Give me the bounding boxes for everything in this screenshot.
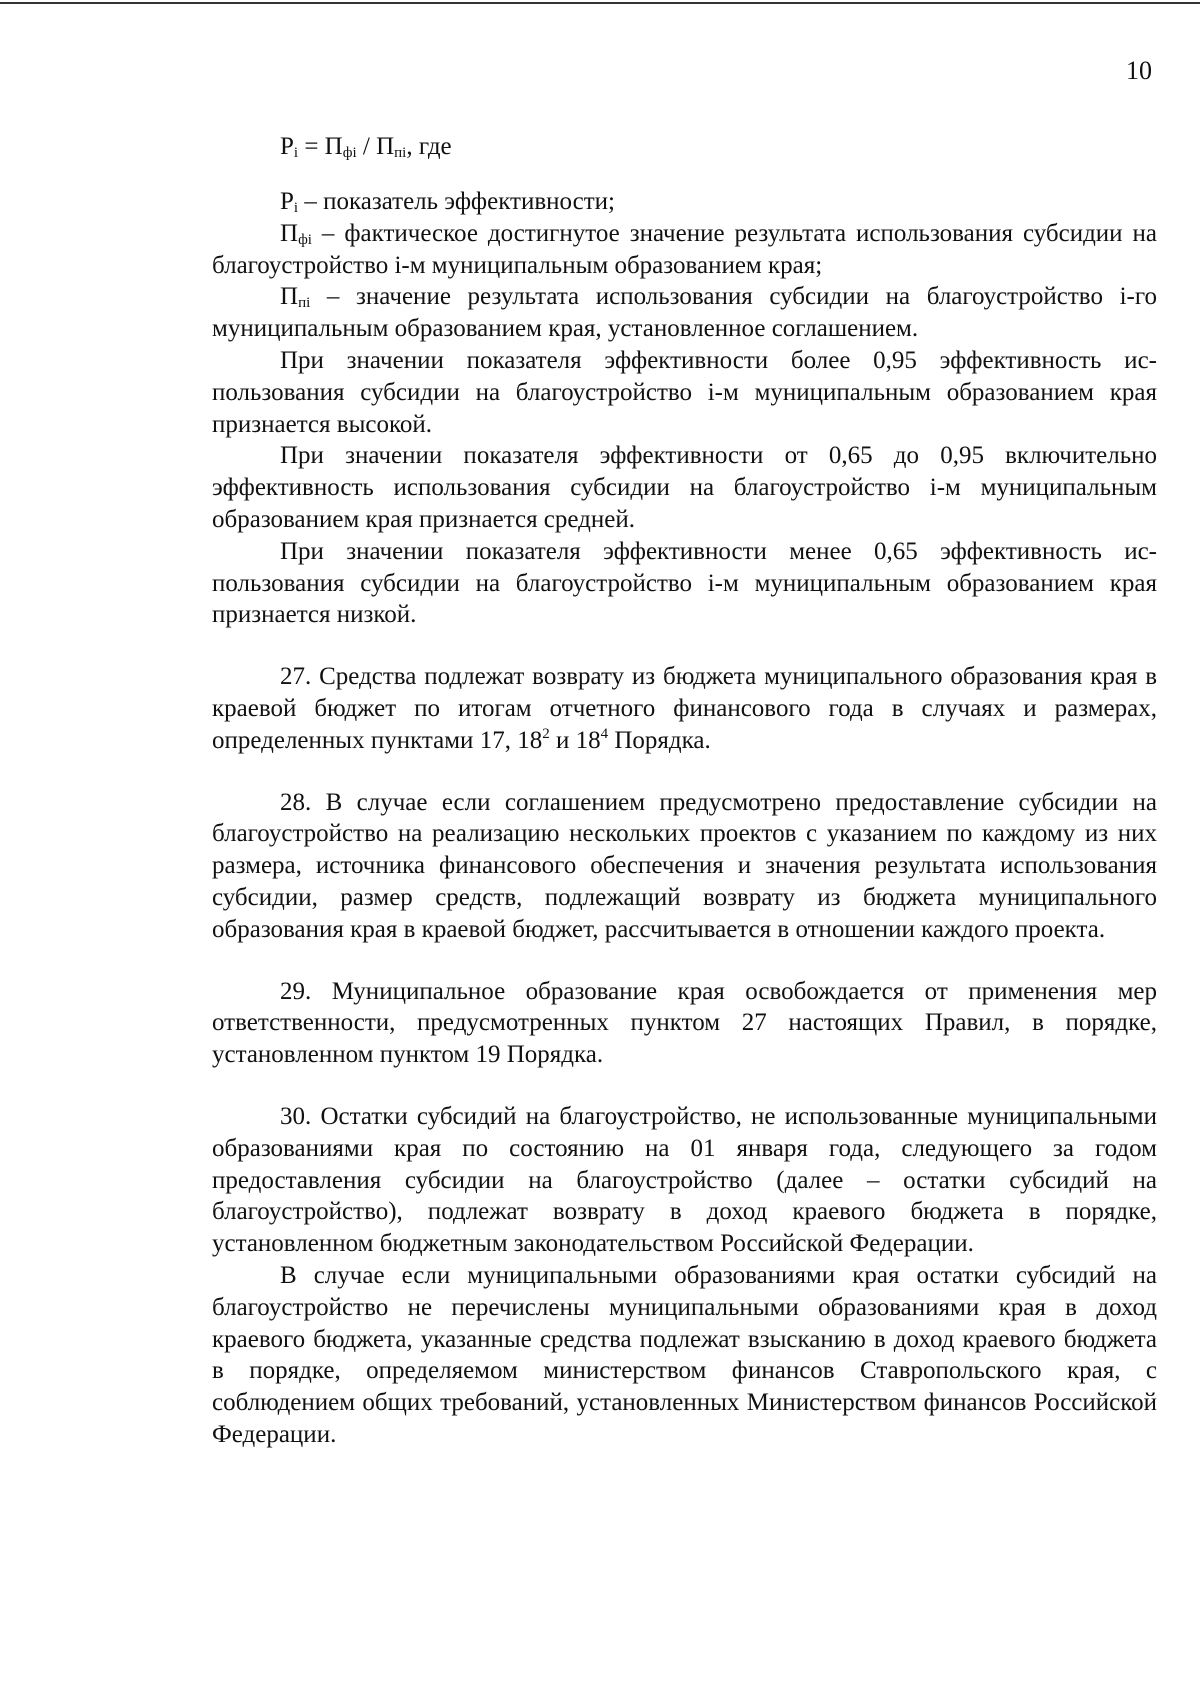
page-number: 10 bbox=[1126, 56, 1152, 85]
formula-plan-subscript: пi bbox=[394, 145, 407, 161]
definition-efficiency: $P_i$ – показатель эффективности; bbox=[280, 188, 615, 216]
item-29-paragraph: 29. Муниципальное образование края освобождается от применения мер ответственности, предусмотренных пунктом 27 настоящих Правил, в порядке, установленном пунктом 19 Порядка. bbox=[212, 977, 1157, 1069]
item-27-paragraph: 27. Средства подлежат возврату из бюджета муниципального образования края в краевой бюджет по итогам отчетного финансового года в случаях и размерах, определенных пунктами 17, $18^2$ и $18^4$ Порядка. bbox=[212, 663, 1157, 754]
formula-plan-symbol: / П bbox=[356, 133, 395, 160]
efficiency-low-paragraph: При значении показателя эффективности менее 0,65 эффективность использования субсидии на благоустройство i-м муниципальным образованием края признается низкой. bbox=[212, 537, 1157, 629]
formula-lhs: P bbox=[280, 133, 294, 160]
efficiency-high-paragraph: При значении показателя эффективности более 0,95 эффективность использования субсидии на благоустройство i-м муниципальным образованием края признается высокой. bbox=[212, 346, 1157, 438]
item-30-paragraph: 30. Остатки субсидий на благоустройство, не использованные муниципальными образованиями края по состоянию на 01 января года, следующего за годом предоставления субсидии на благоустройство (далее – остатки субсидий на благоустройство), подлежат возврату в доход краевого бюджета в порядке, установленном бюджетным законодательством Российской Федерации. bbox=[212, 1102, 1157, 1258]
efficiency-formula bbox=[280, 130, 1157, 164]
formula-tail: , где bbox=[406, 133, 452, 160]
formula-lhs-subscript: i bbox=[293, 145, 299, 161]
document-body bbox=[212, 130, 1157, 1451]
item-30-second-paragraph: В случае если муниципальными образованиями края остатки субсидий на благоустройство не перечислены муниципальными образованиями края в доход краевого бюджета, указанные средства подлежат взысканию в доход краевого бюджета в порядке, определяемом министерством финансов Ставропольского края, с соблюдением общих требований, установленных Министерством финансов Российской Федерации. bbox=[212, 1261, 1157, 1448]
top-border-line bbox=[0, 2, 1200, 4]
definition-actual-value: $П_{фi}$ – фактическое достигнутое значение результата использования субсидии на благоустройство i-м муниципальным образованием края; bbox=[212, 219, 1157, 279]
formula-fact-symbol: = П bbox=[298, 133, 343, 160]
efficiency-medium-paragraph: При значении показателя эффективности от 0,65 до 0,95 включительно эффективность использования субсидии на благоустройство i-м муниципальным образованием края признается средней. bbox=[212, 442, 1157, 533]
definition-planned-value: $П_{пi}$ – значение результата использования субсидии на благоустройство i-го муниципальным образованием края, установленное соглашением. bbox=[212, 283, 1157, 343]
item-28-paragraph: 28. В случае если соглашением предусмотрено предоставление субсидии на благоустройство на реализацию нескольких проектов с указанием по каждому из них размера, источника финансового обеспечения и значения результата использования субсидии, размер средств, подлежащий возврату из бюджета муниципального образования края в краевой бюджет, рассчитывается в отношении каждого проекта. bbox=[212, 788, 1157, 943]
formula-fact-subscript: фi bbox=[342, 145, 357, 161]
